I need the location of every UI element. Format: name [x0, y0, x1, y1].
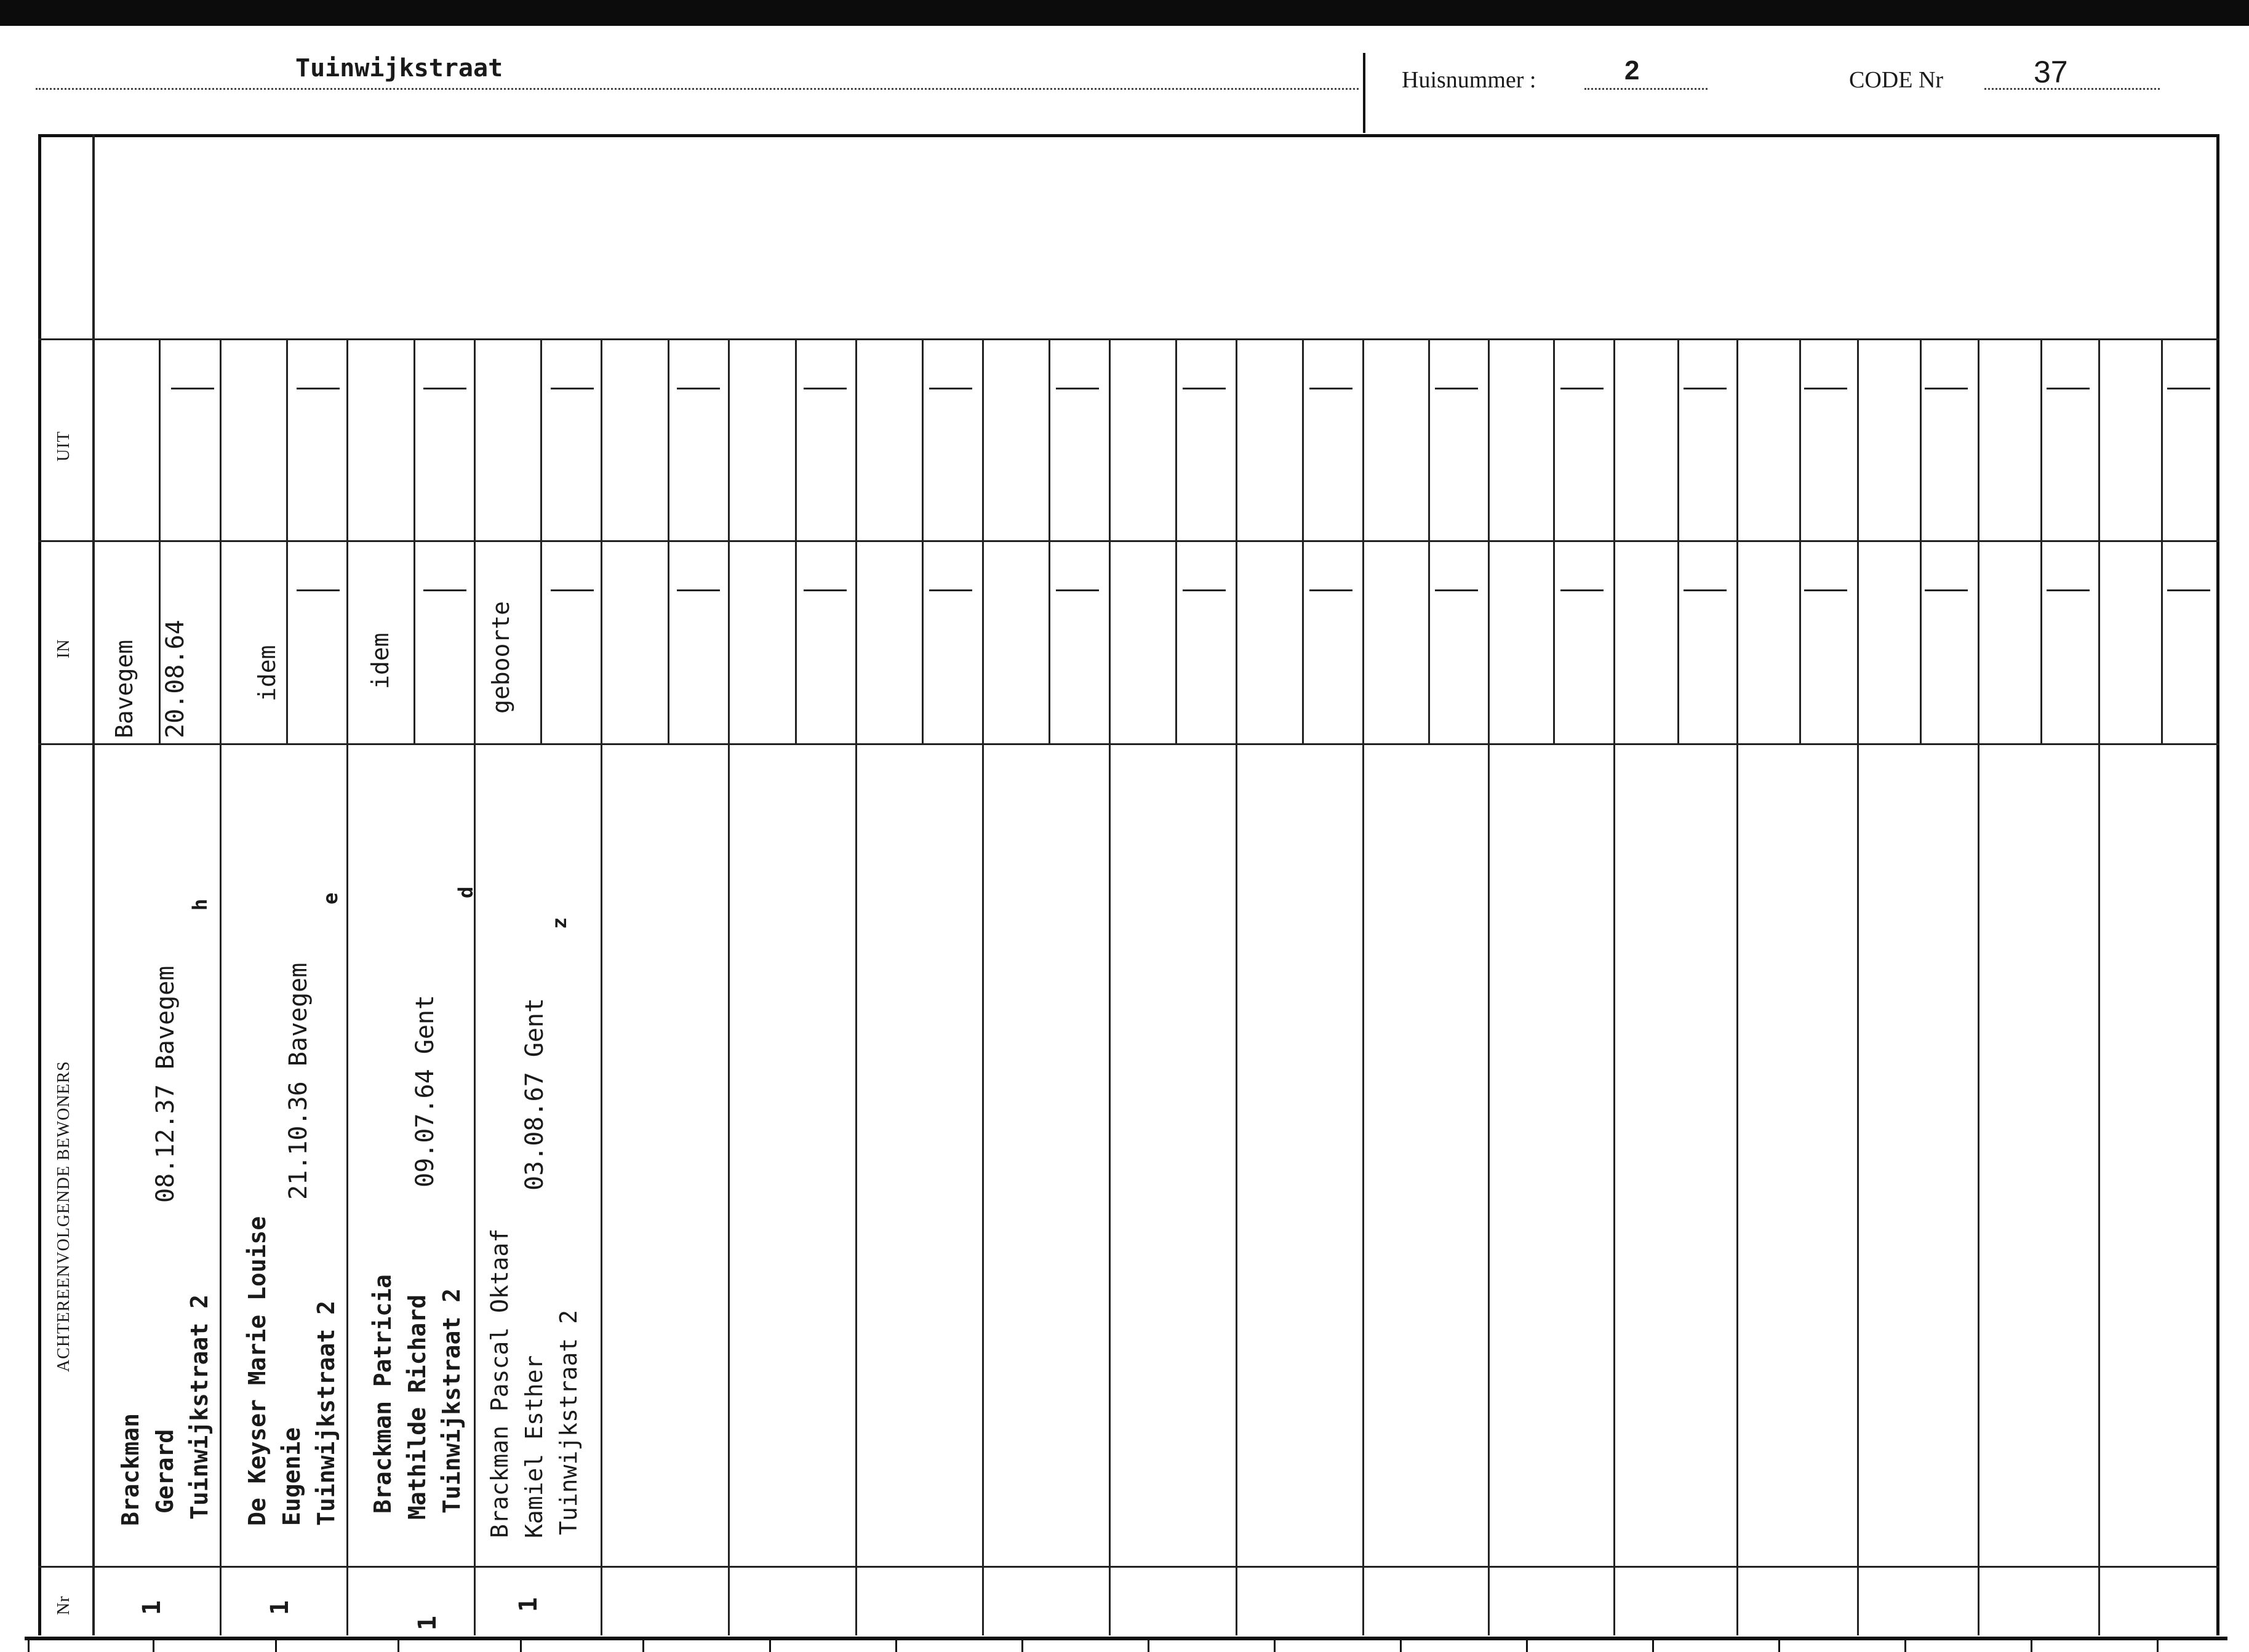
- bottom-tick: [1526, 1637, 1528, 1652]
- dash-mark: [1435, 388, 1478, 389]
- row-line-bewoners: [38, 743, 2219, 745]
- row-line-in: [38, 540, 2219, 542]
- resident-2-address: Tuinwijkstraat 2: [313, 1300, 340, 1526]
- bottom-tick: [28, 1637, 30, 1652]
- house-number-label: Huisnummer :: [1402, 67, 1536, 93]
- sub-column-line: [922, 340, 924, 743]
- resident-2-birth: 21.10.36 Bavegem: [284, 962, 313, 1200]
- dash-mark: [929, 388, 972, 389]
- dash-mark: [551, 589, 594, 591]
- dash-mark: [1804, 388, 1847, 389]
- resident-4-birth: 03.08.67 Gent: [521, 997, 549, 1191]
- dash-mark: [2167, 589, 2210, 591]
- bottom-tick: [769, 1637, 771, 1652]
- resident-4-address: Tuinwijkstraat 2: [555, 1309, 582, 1535]
- bottom-tick: [2031, 1637, 2032, 1652]
- dash-mark: [2167, 388, 2210, 389]
- house-number-value: 2: [1624, 55, 1640, 86]
- bottom-tick: [1652, 1637, 1654, 1652]
- resident-4-code: z: [548, 917, 571, 929]
- column-line: [855, 340, 857, 1635]
- bottom-tick: [1400, 1637, 1402, 1652]
- resident-1-code: h: [188, 898, 212, 911]
- resident-4-nr: 1: [514, 1597, 543, 1612]
- column-line: [982, 340, 984, 1635]
- dash-mark: [804, 388, 847, 389]
- resident-1-nr: 1: [138, 1600, 166, 1615]
- dash-mark: [423, 388, 466, 389]
- bottom-tick: [895, 1637, 897, 1652]
- section-label-in: IN: [54, 639, 73, 658]
- dash-mark: [1309, 388, 1352, 389]
- sub-column-line: [1049, 340, 1050, 743]
- column-line: [1488, 340, 1490, 1635]
- bottom-tick: [1021, 1637, 1023, 1652]
- column-line: [601, 340, 602, 1635]
- sub-column-line: [540, 340, 542, 743]
- street-name: Tuinwijkstraat: [295, 54, 503, 82]
- bottom-tick: [1148, 1637, 1149, 1652]
- resident-1-birth: 08.12.37 Bavegem: [151, 965, 180, 1203]
- column-line: [1236, 340, 1237, 1635]
- resident-2-nr: 1: [266, 1600, 294, 1615]
- dash-mark: [1056, 589, 1099, 591]
- street-dotted-line: [36, 88, 1359, 90]
- column-line: [474, 340, 476, 1635]
- dash-mark: [1684, 589, 1727, 591]
- label-column-divider: [92, 134, 95, 1635]
- column-line: [1978, 340, 1979, 1635]
- bottom-tick: [1778, 1637, 1780, 1652]
- sub-column-line: [413, 340, 415, 743]
- bottom-tick: [520, 1637, 522, 1652]
- resident-2-surname: De Keyser Marie Louise: [244, 1216, 271, 1526]
- dash-mark: [677, 589, 720, 591]
- dash-mark: [1183, 388, 1226, 389]
- column-line: [2098, 340, 2100, 1635]
- bottom-tick: [397, 1637, 399, 1652]
- bottom-rule: [25, 1637, 2227, 1640]
- resident-1-address: Tuinwijkstraat 2: [186, 1294, 213, 1520]
- dash-mark: [171, 388, 214, 389]
- resident-2-firstname: Eugenie: [278, 1427, 305, 1526]
- sub-column-line: [795, 340, 797, 743]
- dash-mark: [423, 589, 466, 591]
- sub-column-line: [159, 340, 161, 743]
- sub-column-line: [1799, 340, 1801, 743]
- dash-mark: [1056, 388, 1099, 389]
- header-divider: [1363, 53, 1365, 133]
- register-table: [38, 134, 2219, 1635]
- column-line: [1857, 340, 1859, 1635]
- dash-mark: [2047, 388, 2090, 389]
- dash-mark: [1309, 589, 1352, 591]
- resident-3-nr: 1: [413, 1615, 442, 1630]
- bottom-tick: [1274, 1637, 1276, 1652]
- bottom-tick: [275, 1637, 277, 1652]
- row-line-uit: [38, 338, 2219, 340]
- resident-3-code: d: [454, 886, 477, 898]
- column-line: [1362, 340, 1364, 1635]
- section-label-nr: Nr: [54, 1595, 73, 1615]
- section-label-bewoners: ACHTEREENVOLGENDE BEWONERS: [54, 1061, 73, 1372]
- section-label-uit: UIT: [54, 431, 73, 461]
- dash-mark: [1560, 388, 1604, 389]
- bottom-tick: [153, 1637, 154, 1652]
- resident-3-birth: 09.07.64 Gent: [411, 994, 439, 1187]
- dash-mark: [297, 388, 340, 389]
- column-line: [1109, 340, 1111, 1635]
- sub-column-line: [1428, 340, 1430, 743]
- resident-4-in-place: geboorte: [487, 601, 514, 714]
- dash-mark: [1435, 589, 1478, 591]
- code-label: CODE Nr: [1849, 67, 1944, 93]
- resident-3-firstname: Mathilde Richard: [404, 1294, 431, 1520]
- sub-column-line: [668, 340, 669, 743]
- column-line: [346, 340, 348, 1635]
- sub-column-line: [2161, 340, 2163, 743]
- column-line: [220, 340, 222, 1635]
- resident-1-firstname: Gerard: [151, 1429, 178, 1514]
- house-number-dotted-line: [1584, 88, 1708, 90]
- dash-mark: [1560, 589, 1604, 591]
- dash-mark: [1684, 388, 1727, 389]
- sub-column-line: [2040, 340, 2042, 743]
- dash-mark: [929, 589, 972, 591]
- resident-4-firstname: Kamiel Esther: [521, 1355, 548, 1538]
- resident-3-in-place: idem: [367, 632, 394, 689]
- dash-mark: [677, 388, 720, 389]
- bottom-tick: [642, 1637, 644, 1652]
- resident-3-address: Tuinwijkstraat 2: [438, 1288, 465, 1514]
- sub-column-line: [1553, 340, 1555, 743]
- sub-column-line: [1677, 340, 1679, 743]
- column-line: [1613, 340, 1615, 1635]
- dash-mark: [297, 589, 340, 591]
- resident-3-surname: Brackman Patricia: [369, 1274, 396, 1514]
- sub-column-line: [1302, 340, 1304, 743]
- dash-mark: [804, 589, 847, 591]
- dash-mark: [551, 388, 594, 389]
- resident-4-surname: Brackman Pascal Oktaaf: [486, 1228, 513, 1538]
- code-value: 37: [2034, 55, 2068, 89]
- code-dotted-line: [1984, 88, 2160, 90]
- row-line-nr: [38, 1566, 2219, 1568]
- resident-1-surname: Brackman: [117, 1413, 144, 1526]
- resident-2-code: e: [319, 892, 342, 904]
- resident-2-in-place: idem: [254, 645, 281, 701]
- bottom-tick: [2157, 1637, 2159, 1652]
- scan-top-border: [0, 0, 2249, 26]
- bottom-tick: [1904, 1637, 1906, 1652]
- sub-column-line: [1920, 340, 1922, 743]
- sub-column-line: [1175, 340, 1177, 743]
- dash-mark: [1925, 388, 1968, 389]
- column-line: [728, 340, 730, 1635]
- column-line: [1736, 340, 1738, 1635]
- sub-column-line: [286, 340, 288, 743]
- dash-mark: [2047, 589, 2090, 591]
- resident-1-in-date: 20.08.64: [161, 620, 190, 738]
- resident-1-in-place: Bavegem: [111, 639, 138, 738]
- dash-mark: [1925, 589, 1968, 591]
- dash-mark: [1183, 589, 1226, 591]
- dash-mark: [1804, 589, 1847, 591]
